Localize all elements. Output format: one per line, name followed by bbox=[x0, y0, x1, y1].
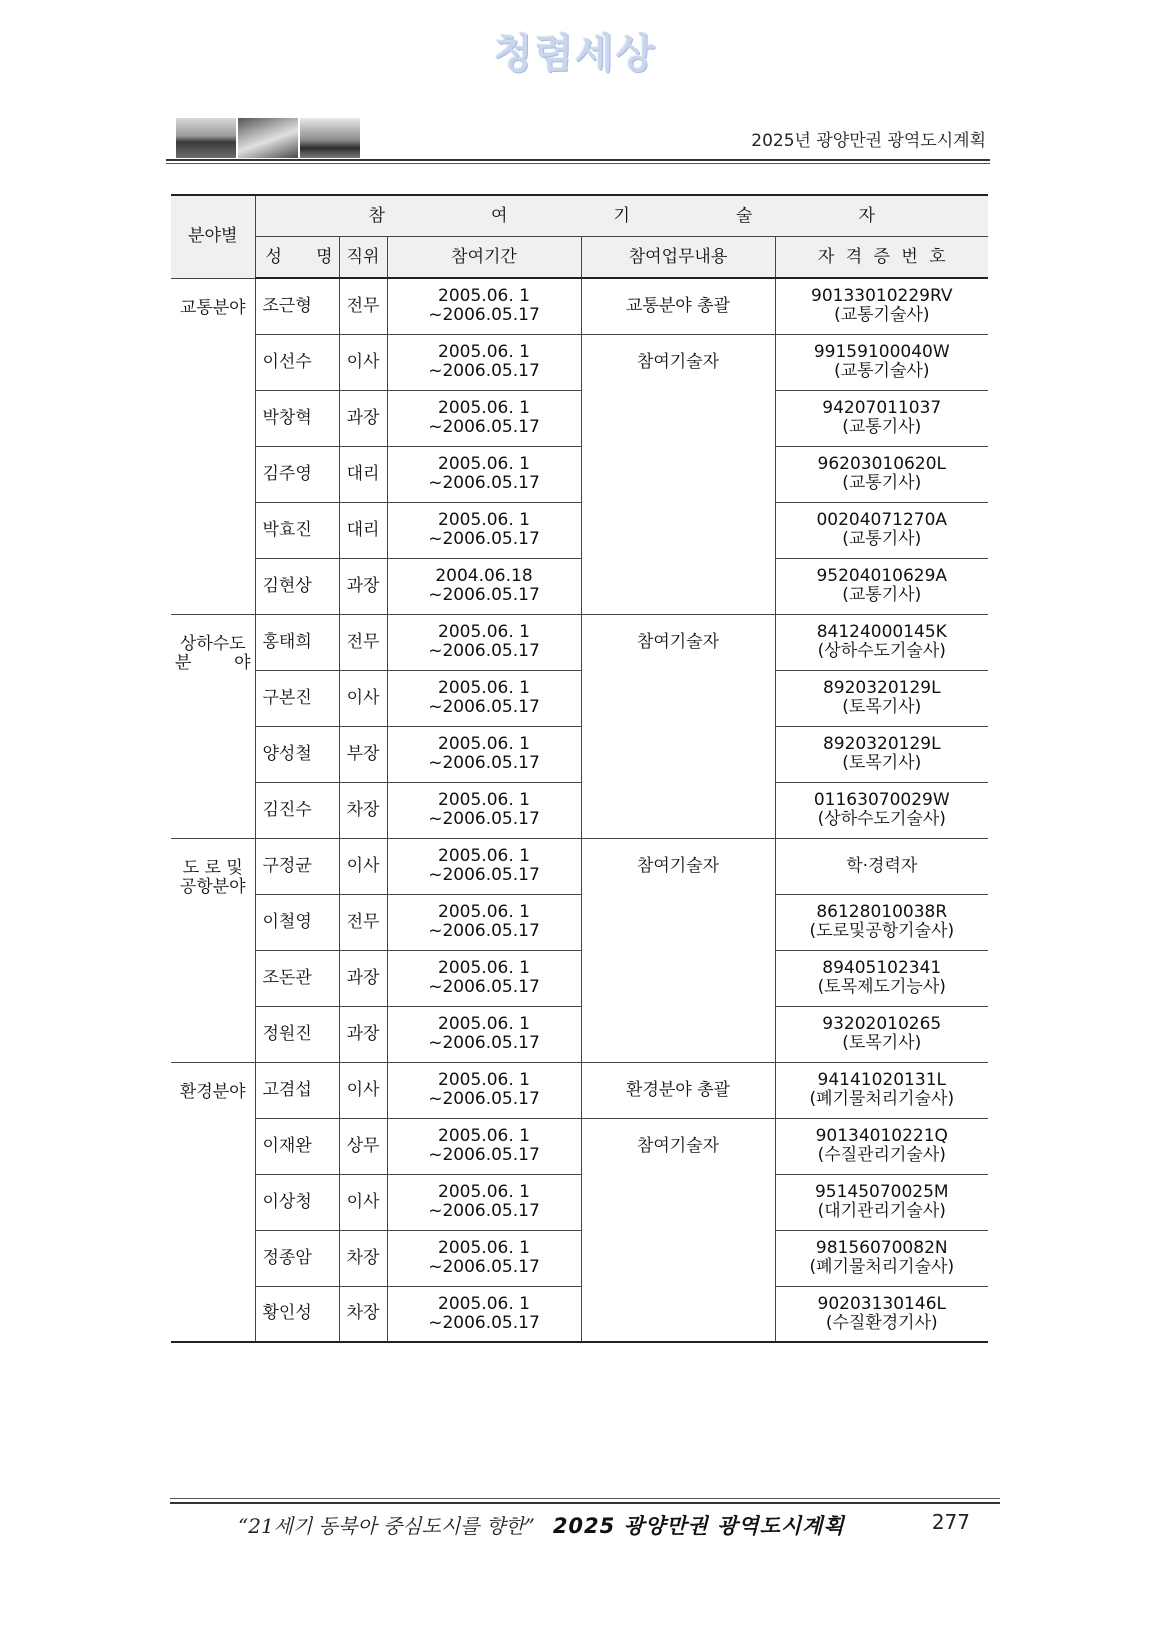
engineer-name: 정종암 bbox=[262, 1247, 312, 1268]
field-label-line: 공항분야 bbox=[179, 876, 246, 897]
field-header: 분야별 bbox=[171, 195, 255, 278]
cert-cell bbox=[775, 502, 988, 558]
cert-cell bbox=[775, 782, 988, 838]
engineer-name: 구정균 bbox=[262, 855, 312, 876]
cert-cell bbox=[775, 1006, 988, 1062]
engineer-name: 정원진 bbox=[262, 1023, 312, 1044]
cert-type: (폐기물처리기술사) bbox=[809, 1089, 955, 1109]
field-label-line: 분 야 bbox=[175, 652, 251, 673]
cert-number: 84124000145K bbox=[816, 622, 947, 642]
period-cell bbox=[387, 894, 581, 950]
period-start: 2005.06. 1 bbox=[438, 1182, 530, 1202]
engineer-name: 조돈관 bbox=[262, 967, 312, 988]
period-start: 2005.06. 1 bbox=[438, 678, 530, 698]
cert-cell bbox=[775, 1174, 988, 1230]
group-header bbox=[255, 195, 988, 237]
period-cell bbox=[387, 1174, 581, 1230]
table-row bbox=[171, 726, 988, 782]
period-end: ~2006.05.17 bbox=[428, 473, 540, 493]
cert-type: (교통기사) bbox=[842, 417, 922, 437]
period-end: ~2006.05.17 bbox=[428, 977, 540, 997]
role-cell: 이사 bbox=[339, 670, 387, 726]
task-cell: 참여기술자 bbox=[581, 838, 775, 1062]
period-start: 2005.06. 1 bbox=[438, 902, 530, 922]
role-cell: 부장 bbox=[339, 726, 387, 782]
field-label-line: 교통분야 bbox=[179, 297, 246, 318]
period-start: 2005.06. 1 bbox=[438, 286, 530, 307]
cert-number: 학·경력자 bbox=[846, 855, 918, 876]
table-row bbox=[171, 894, 988, 950]
field-cell bbox=[171, 1062, 255, 1342]
cert-cell bbox=[775, 558, 988, 614]
engineer-name: 홍태희 bbox=[262, 631, 312, 652]
cert-type: (토목기사) bbox=[842, 697, 922, 717]
cert-number: 90133010229RV bbox=[811, 286, 953, 307]
cert-header-char: 증 bbox=[873, 246, 890, 267]
role-cell: 대리 bbox=[339, 502, 387, 558]
engineer-name: 김주영 bbox=[262, 463, 312, 484]
period-cell bbox=[387, 278, 581, 334]
name-cell bbox=[255, 670, 339, 726]
period-end: ~2006.05.17 bbox=[428, 1033, 540, 1053]
period-end: ~2006.05.17 bbox=[428, 417, 540, 437]
task-cell: 환경분야 총괄 bbox=[581, 1062, 775, 1118]
header-photo-strip bbox=[176, 118, 362, 158]
role-cell: 차장 bbox=[339, 1286, 387, 1342]
period-start: 2005.06. 1 bbox=[438, 622, 530, 642]
cert-type: (수질환경기사) bbox=[825, 1312, 938, 1333]
name-cell bbox=[255, 894, 339, 950]
role-cell: 과장 bbox=[339, 390, 387, 446]
cert-cell bbox=[775, 670, 988, 726]
field-label-line: 환경분야 bbox=[179, 1081, 246, 1102]
running-header-title: 2025년 광양만권 광역도시계획 bbox=[751, 131, 986, 151]
footer-slogan: “21세기 동북아 중심도시를 향한” bbox=[238, 1514, 535, 1538]
cert-type: (토목기사) bbox=[842, 753, 922, 773]
table-row bbox=[171, 782, 988, 838]
table-row bbox=[171, 278, 988, 334]
name-cell bbox=[255, 446, 339, 502]
logo-watermark: 청렴세상 bbox=[493, 31, 657, 77]
group-header-char: 참 bbox=[368, 205, 385, 226]
cert-number: 98156070082N bbox=[815, 1238, 948, 1258]
table-row bbox=[171, 446, 988, 502]
table-body bbox=[171, 278, 988, 1342]
cert-type: (수질관리기술사) bbox=[817, 1145, 946, 1165]
cert-type: (교통기사) bbox=[842, 473, 922, 493]
period-cell bbox=[387, 614, 581, 670]
cert-cell bbox=[775, 1118, 988, 1174]
engineer-name: 이상청 bbox=[262, 1191, 312, 1212]
table-row bbox=[171, 838, 988, 894]
task-cell: 교통분야 총괄 bbox=[581, 278, 775, 334]
name-cell bbox=[255, 334, 339, 390]
name-cell bbox=[255, 502, 339, 558]
footer-rule bbox=[170, 1502, 1000, 1504]
period-start: 2005.06. 1 bbox=[438, 1014, 530, 1034]
engineer-name: 고겸섭 bbox=[262, 1079, 312, 1100]
engineer-name: 이선수 bbox=[262, 351, 312, 372]
cert-number: 99159100040W bbox=[813, 342, 950, 362]
period-start: 2005.06. 1 bbox=[438, 1070, 530, 1090]
cert-number: 8920320129L bbox=[822, 678, 941, 698]
page-number: 277 bbox=[931, 1510, 970, 1534]
period-cell bbox=[387, 670, 581, 726]
cert-type: (교통기사) bbox=[842, 585, 922, 605]
period-cell bbox=[387, 334, 581, 390]
header-photo-city bbox=[300, 118, 360, 158]
field-cell bbox=[171, 278, 255, 614]
cert-number: 01163070029W bbox=[813, 790, 950, 810]
period-end: ~2006.05.17 bbox=[428, 753, 540, 773]
engineer-name: 이재완 bbox=[262, 1135, 312, 1156]
role-cell: 이사 bbox=[339, 334, 387, 390]
name-cell bbox=[255, 614, 339, 670]
group-header-char: 술 bbox=[736, 205, 753, 226]
footer-rule-thin bbox=[170, 1498, 1000, 1499]
name-cell bbox=[255, 838, 339, 894]
header-photo-landscape bbox=[176, 118, 236, 158]
cert-cell bbox=[775, 838, 988, 894]
period-cell bbox=[387, 950, 581, 1006]
name-cell bbox=[255, 558, 339, 614]
period-cell bbox=[387, 502, 581, 558]
cert-cell bbox=[775, 950, 988, 1006]
cert-number: 90203130146L bbox=[817, 1293, 946, 1314]
group-header-char: 자 bbox=[858, 205, 875, 226]
cert-cell bbox=[775, 614, 988, 670]
role-cell: 이사 bbox=[339, 838, 387, 894]
period-start: 2005.06. 1 bbox=[438, 1238, 530, 1258]
cert-number: 00204071270A bbox=[816, 510, 948, 530]
period-cell bbox=[387, 558, 581, 614]
period-start: 2005.06. 1 bbox=[438, 958, 530, 978]
period-cell bbox=[387, 446, 581, 502]
cert-type: (폐기물처리기술사) bbox=[809, 1257, 955, 1277]
name-column-header bbox=[255, 237, 339, 279]
cert-column-header bbox=[775, 237, 988, 279]
role-cell: 전무 bbox=[339, 614, 387, 670]
engineer-name: 이철영 bbox=[262, 911, 312, 932]
name-cell bbox=[255, 1174, 339, 1230]
period-cell bbox=[387, 782, 581, 838]
cert-cell bbox=[775, 390, 988, 446]
cert-number: 86128010038R bbox=[816, 902, 948, 922]
task-cell: 참여기술자 bbox=[581, 334, 775, 614]
role-column-header: 직위 bbox=[339, 237, 387, 279]
field-cell bbox=[171, 838, 255, 1062]
table-row bbox=[171, 1286, 988, 1342]
cert-type: (교통기술사) bbox=[834, 305, 930, 326]
name-header-char: 성 bbox=[265, 246, 282, 267]
period-start: 2005.06. 1 bbox=[438, 454, 530, 474]
cert-type: (교통기술사) bbox=[834, 361, 930, 381]
period-cell bbox=[387, 726, 581, 782]
period-end: ~2006.05.17 bbox=[428, 361, 540, 381]
role-cell: 대리 bbox=[339, 446, 387, 502]
cert-number: 96203010620L bbox=[817, 454, 946, 474]
cert-header-char: 호 bbox=[929, 246, 946, 267]
field-cell bbox=[171, 614, 255, 838]
period-cell bbox=[387, 1006, 581, 1062]
name-cell bbox=[255, 1062, 339, 1118]
cert-number: 95145070025M bbox=[814, 1182, 949, 1202]
cert-cell bbox=[775, 1230, 988, 1286]
table-header-row-columns bbox=[171, 237, 988, 279]
period-end: ~2006.05.17 bbox=[428, 585, 540, 605]
period-end: ~2006.05.17 bbox=[428, 1089, 540, 1109]
period-start: 2005.06. 1 bbox=[438, 1126, 530, 1146]
cert-type: (교통기사) bbox=[842, 529, 922, 549]
cert-number: 94207011037 bbox=[822, 398, 942, 418]
period-start: 2005.06. 1 bbox=[438, 342, 530, 362]
engineer-name: 김현상 bbox=[262, 575, 312, 596]
table-row bbox=[171, 1006, 988, 1062]
period-cell bbox=[387, 1062, 581, 1118]
cert-cell bbox=[775, 334, 988, 390]
table-row bbox=[171, 334, 988, 390]
table-row bbox=[171, 1174, 988, 1230]
cert-cell bbox=[775, 1062, 988, 1118]
role-cell: 과장 bbox=[339, 950, 387, 1006]
period-end: ~2006.05.17 bbox=[428, 921, 540, 941]
period-end: ~2006.05.17 bbox=[428, 641, 540, 661]
period-column-header: 참여기간 bbox=[387, 237, 581, 279]
cert-number: 93202010265 bbox=[822, 1014, 942, 1034]
period-end: ~2006.05.17 bbox=[428, 697, 540, 717]
engineer-name: 양성철 bbox=[262, 743, 312, 764]
period-end: ~2006.05.17 bbox=[428, 1145, 540, 1165]
cert-type: (도로및공항기술사) bbox=[809, 921, 955, 941]
table-row bbox=[171, 1230, 988, 1286]
footer bbox=[238, 1510, 845, 1540]
header-rule bbox=[166, 159, 990, 161]
field-label-line: 상하수도 bbox=[179, 633, 246, 654]
period-cell bbox=[387, 390, 581, 446]
table-row bbox=[171, 950, 988, 1006]
participating-engineers-table bbox=[171, 194, 988, 1343]
cert-type: (상하수도기술사) bbox=[817, 809, 946, 829]
table-row bbox=[171, 502, 988, 558]
period-cell bbox=[387, 838, 581, 894]
cert-cell bbox=[775, 726, 988, 782]
task-cell: 참여기술자 bbox=[581, 1118, 775, 1342]
table-row bbox=[171, 614, 988, 670]
header-rule-thin bbox=[166, 163, 990, 164]
name-cell bbox=[255, 1006, 339, 1062]
period-end: ~2006.05.17 bbox=[428, 1257, 540, 1277]
group-header-char: 기 bbox=[613, 205, 630, 226]
task-cell: 참여기술자 bbox=[581, 614, 775, 838]
role-cell: 이사 bbox=[339, 1062, 387, 1118]
period-end: ~2006.05.17 bbox=[428, 305, 540, 326]
period-cell bbox=[387, 1118, 581, 1174]
name-cell bbox=[255, 278, 339, 334]
table-row bbox=[171, 1118, 988, 1174]
group-header-char: 여 bbox=[491, 205, 508, 226]
cert-type: (대기관리기술사) bbox=[817, 1201, 946, 1221]
period-end: ~2006.05.17 bbox=[428, 1201, 540, 1221]
period-start: 2005.06. 1 bbox=[438, 398, 530, 418]
cert-header-char: 격 bbox=[845, 246, 863, 267]
engineer-name: 조근형 bbox=[262, 295, 312, 316]
name-cell bbox=[255, 726, 339, 782]
cert-number: 90134010221Q bbox=[815, 1126, 948, 1146]
period-cell bbox=[387, 1286, 581, 1342]
cert-header-char: 자 bbox=[817, 246, 835, 267]
period-start: 2005.06. 1 bbox=[438, 1293, 530, 1314]
cert-cell bbox=[775, 278, 988, 334]
role-cell: 과장 bbox=[339, 1006, 387, 1062]
name-cell bbox=[255, 782, 339, 838]
cert-number: 89405102341 bbox=[822, 958, 942, 978]
period-end: ~2006.05.17 bbox=[428, 865, 540, 885]
table-header-row-group bbox=[171, 195, 988, 237]
role-cell: 전무 bbox=[339, 894, 387, 950]
period-end: ~2006.05.17 bbox=[428, 1312, 540, 1333]
role-cell: 과장 bbox=[339, 558, 387, 614]
period-start: 2004.06.18 bbox=[435, 566, 533, 586]
cert-number: 8920320129L bbox=[822, 734, 941, 754]
period-cell bbox=[387, 1230, 581, 1286]
table-row bbox=[171, 558, 988, 614]
name-cell bbox=[255, 390, 339, 446]
period-start: 2005.06. 1 bbox=[438, 510, 530, 530]
period-end: ~2006.05.17 bbox=[428, 529, 540, 549]
role-cell: 차장 bbox=[339, 1230, 387, 1286]
role-cell: 이사 bbox=[339, 1174, 387, 1230]
footer-plan-title: 2025 광양만권 광역도시계획 bbox=[552, 1514, 845, 1538]
cert-number: 94141020131L bbox=[817, 1070, 946, 1090]
task-column-header: 참여업무내용 bbox=[581, 237, 775, 279]
cert-cell bbox=[775, 446, 988, 502]
engineer-name: 박창혁 bbox=[262, 407, 312, 428]
cert-header-char: 번 bbox=[901, 246, 918, 267]
table-row bbox=[171, 670, 988, 726]
period-start: 2005.06. 1 bbox=[438, 734, 530, 754]
engineer-name: 박효진 bbox=[262, 519, 312, 540]
header-photo-river bbox=[238, 118, 298, 158]
name-cell bbox=[255, 950, 339, 1006]
period-start: 2005.06. 1 bbox=[438, 790, 530, 810]
engineer-name: 김진수 bbox=[262, 799, 312, 820]
name-cell bbox=[255, 1118, 339, 1174]
cert-number: 95204010629A bbox=[816, 566, 948, 586]
cert-type: (토목제도기능사) bbox=[817, 977, 946, 997]
cert-type: (토목기사) bbox=[842, 1033, 922, 1053]
role-cell: 전무 bbox=[339, 278, 387, 334]
name-cell bbox=[255, 1286, 339, 1342]
engineer-name: 구본진 bbox=[262, 687, 312, 708]
field-label-line: 도 로 및 bbox=[182, 857, 243, 878]
engineer-name: 황인성 bbox=[262, 1303, 312, 1324]
name-header-char: 명 bbox=[316, 246, 333, 267]
name-cell bbox=[255, 1230, 339, 1286]
table-row bbox=[171, 390, 988, 446]
period-end: ~2006.05.17 bbox=[428, 809, 540, 829]
table-row bbox=[171, 1062, 988, 1118]
cert-cell bbox=[775, 1286, 988, 1342]
cert-cell bbox=[775, 894, 988, 950]
period-start: 2005.06. 1 bbox=[438, 846, 530, 866]
role-cell: 차장 bbox=[339, 782, 387, 838]
cert-type: (상하수도기술사) bbox=[817, 641, 946, 661]
role-cell: 상무 bbox=[339, 1118, 387, 1174]
